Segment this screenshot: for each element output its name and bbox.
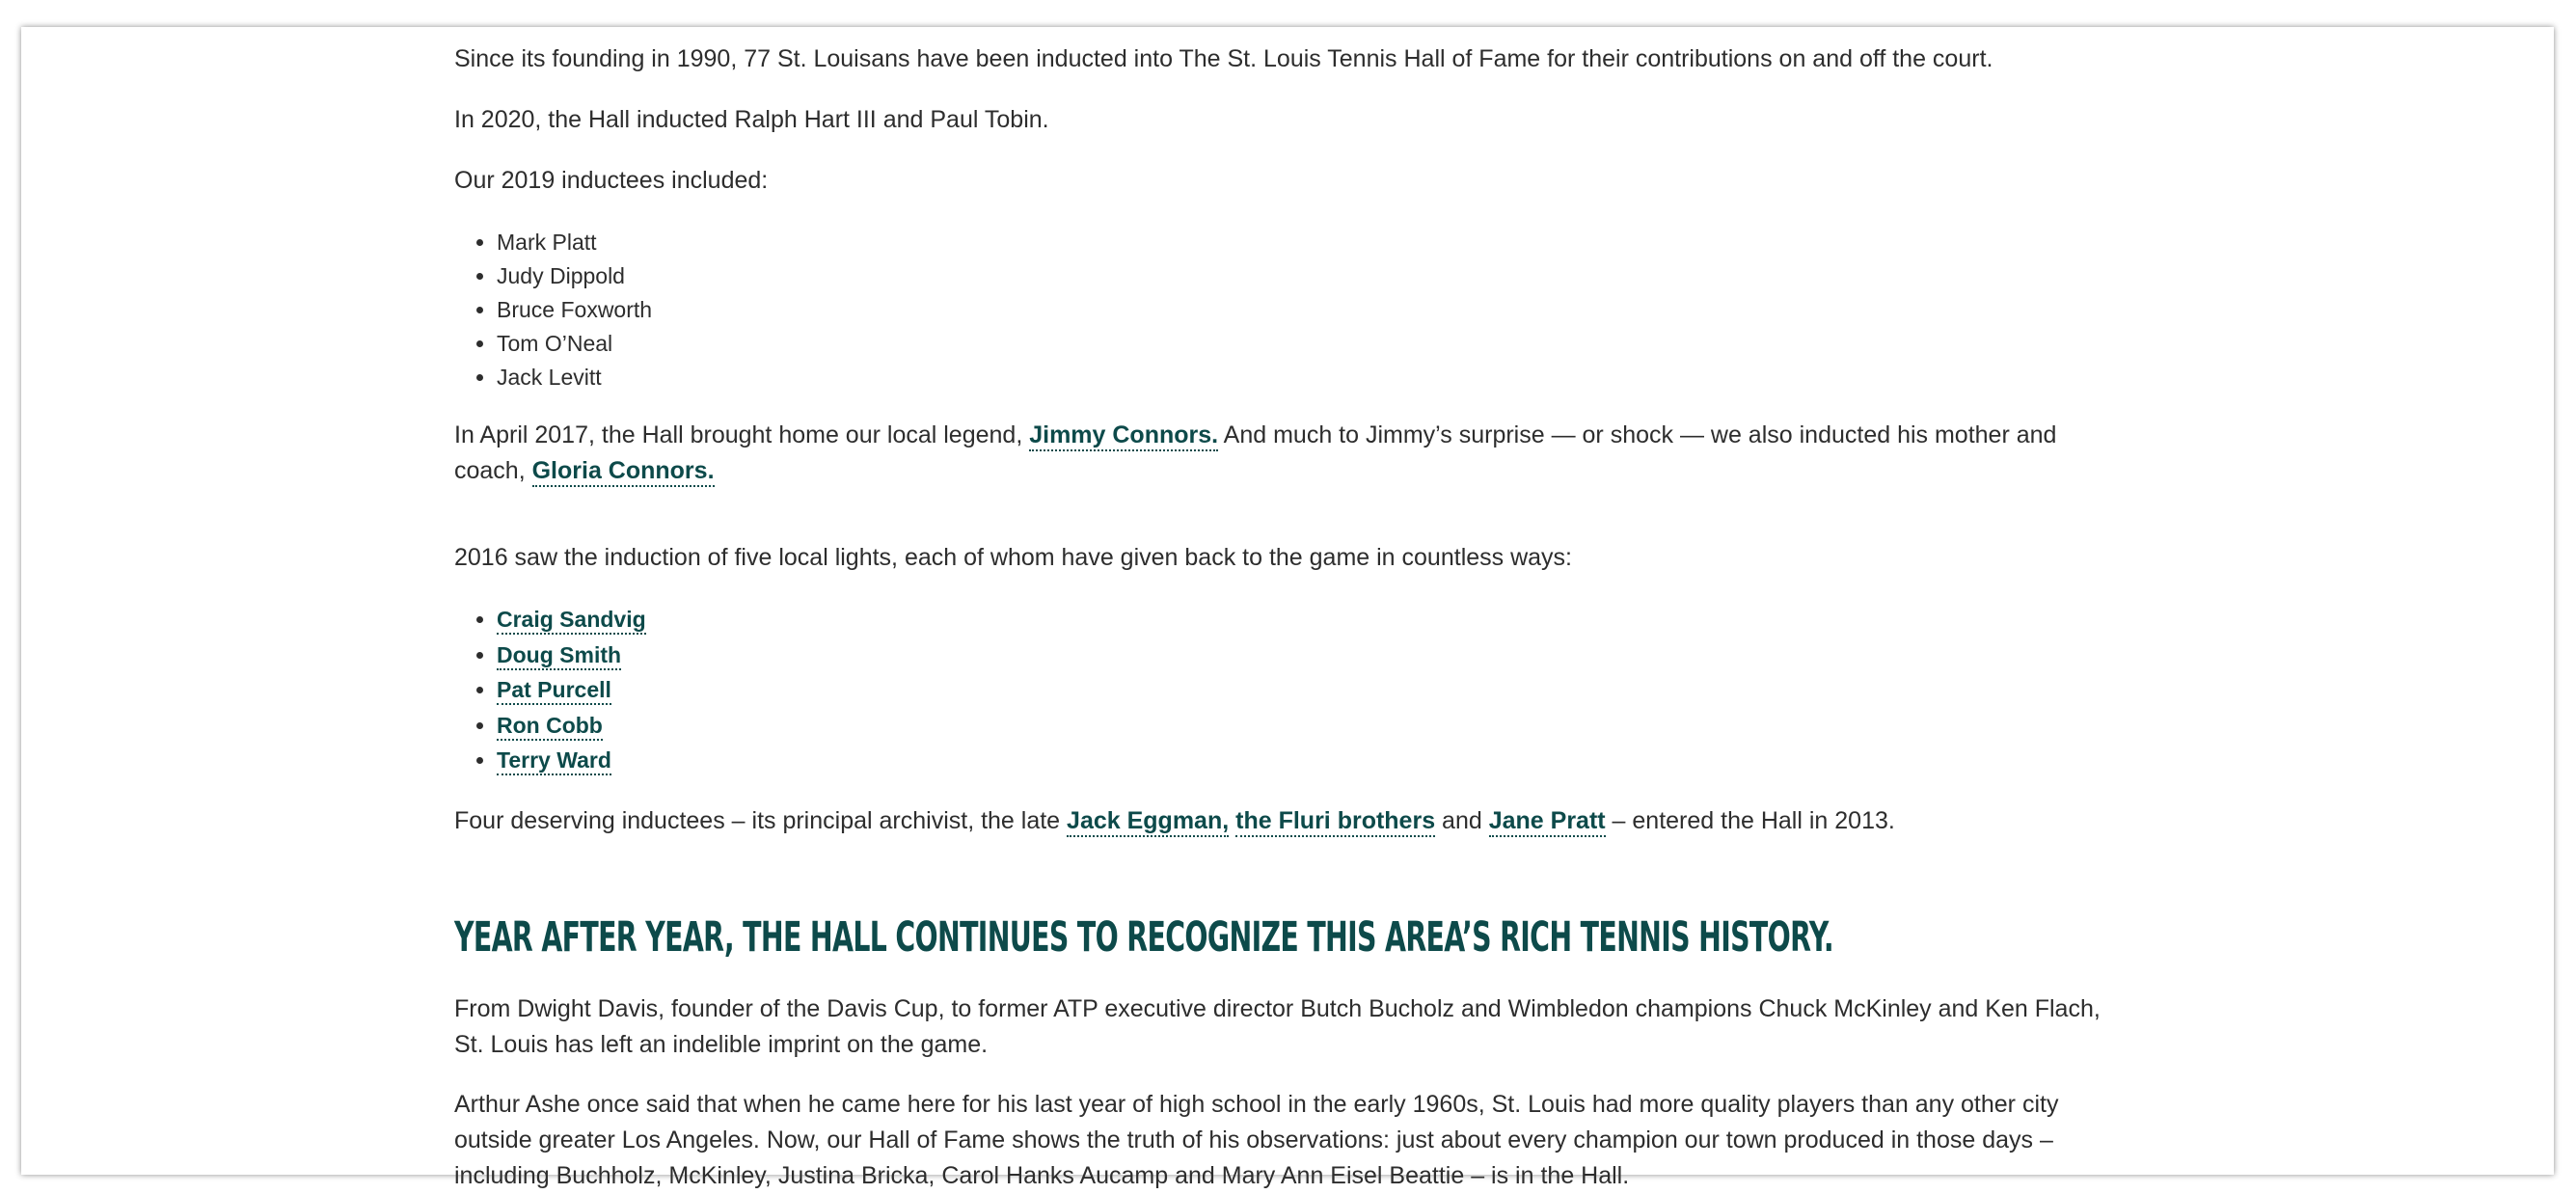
inductees-2016-intro: 2016 saw the induction of five local lights, each of whom have given back to the game in countless ways: [454,544,1572,571]
inductees-2013-paragraph [454,803,2132,839]
list-item: • Jack Levitt [497,361,2175,394]
inductee-link-terry-ward[interactable]: Terry Ward [497,747,611,775]
page-frame [21,27,2554,1189]
list-item [497,743,2175,778]
inductees-2013-text-end: – entered the Hall in 2013. [1605,807,1895,834]
list-item [497,708,2175,744]
inductees-2013-text-start: Four deserving inductees – its principal archivist, the late [454,807,1068,834]
inducted-2020-paragraph: In 2020, the Hall inducted Ralph Hart III and Paul Tobin. [454,106,1049,133]
jimmy-connors-link[interactable]: Jimmy Connors. [1029,421,1218,451]
inductees-2019-intro: Our 2019 inductees included: [454,167,769,194]
inductee-link-craig-sandvig[interactable]: Craig Sandvig [497,607,646,635]
inductee-link-doug-smith[interactable]: Doug Smith [497,642,621,670]
jack-eggman-link[interactable]: Jack Eggman, [1067,807,1229,837]
jane-pratt-link[interactable]: Jane Pratt [1489,807,1606,837]
fluri-brothers-link[interactable]: the Fluri brothers [1235,807,1435,837]
connors-paragraph [454,418,2132,489]
connors-text-start: In April 2017, the Hall brought home our local legend, [454,421,1030,448]
davis-paragraph: From Dwight Davis, founder of the Davis Cup, to former ATP executive director Butch Bucholz and Wimbledon champions Chuck McKinley and Ken Flach, St. Louis has left an indelible imprint on the game. [454,995,2101,1058]
gloria-connors-link[interactable]: Gloria Connors. [532,457,715,487]
ashe-paragraph: Arthur Ashe once said that when he came here for his last year of high school in the early 1960s, St. Louis had more quality players than any other city outside greater Los Angeles. Now, our Hall of Fame shows the truth of his observations: just about every champion our town produced in those days – including Buchholz, McKinley, Justina Bricka, Carol Hanks Aucamp and Mary Ann Eisel Beattie – is in the Hall. [454,1091,2059,1189]
inductees-2019-list [454,226,2175,394]
list-item: • Tom O’Neal [497,327,2175,361]
founding-paragraph: Since its founding in 1990, 77 St. Louisans have been inducted into The St. Louis Tennis Hall of Fame for their contributions on and off the court. [454,45,1993,72]
list-item: • Judy Dippold [497,259,2175,293]
section-heading: YEAR AFTER YEAR, THE HALL CONTINUES TO RECOGNIZE THIS AREA’S RICH TENNIS HISTORY. [454,913,1834,962]
list-item [497,602,2175,638]
list-item [497,672,2175,708]
inductee-link-pat-purcell[interactable]: Pat Purcell [497,677,611,705]
list-item: • Mark Platt [497,226,2175,259]
inductees-2013-and: and [1435,807,1489,834]
connors-text-middle: And much to Jimmy’s surprise — or shock — we also inducted his mother and coach, [454,421,2057,484]
inductee-link-ron-cobb[interactable]: Ron Cobb [497,713,603,741]
list-item: • Bruce Foxworth [497,293,2175,327]
inductees-2016-list [454,602,2175,778]
list-item [497,638,2175,673]
